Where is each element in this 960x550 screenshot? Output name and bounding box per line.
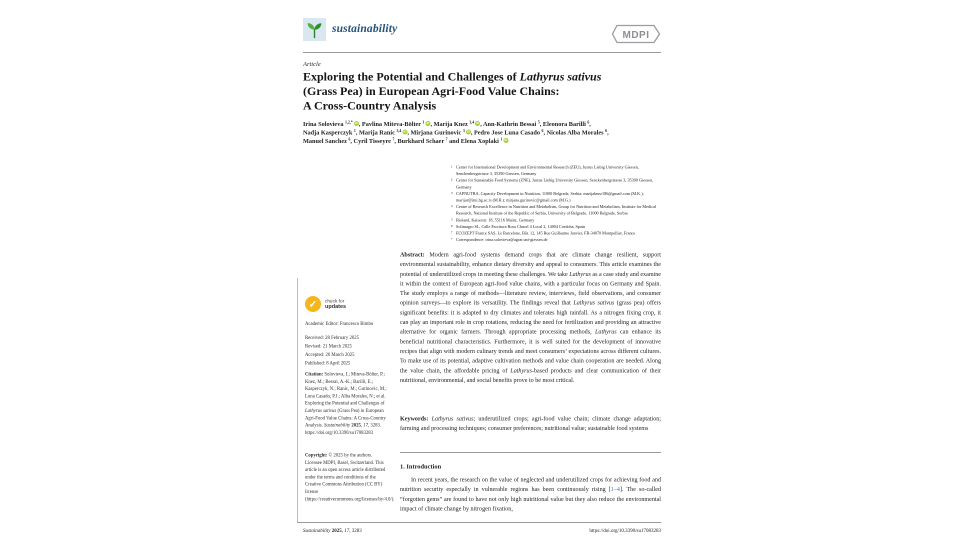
correspondence-text[interactable]: Correspondence: irina.solovieva@agrar.uni-giessen.de: [456, 237, 548, 243]
accepted-date: Accepted: 26 March 2025: [305, 352, 355, 358]
orcid-icon[interactable]: [402, 130, 407, 135]
check-for-updates-label: [325, 299, 346, 310]
affiliation-number: 7: [450, 231, 453, 235]
sprout-leaf-icon: [303, 18, 326, 41]
copyright-block: Copyright: © 2025 by the authors. Licensee MDPI, Basel, Switzerland. This article is an open access article distributed under the terms and conditions of the Creative Commons Attribution (CC BY) license (https://creativecommons.org/licenses/by/4.0/).: [305, 453, 395, 502]
affiliation-text: ECOZEPT France SAS, Le Barcelone, Bât. 12, 145 Rue Guillaume Janvier, FR-34070 Montpellier, France: [456, 231, 636, 236]
mdpi-hexagon-icon: [611, 24, 661, 44]
mdpi-wordmark: MDPI: [622, 29, 650, 41]
affiliation-number: 6: [450, 224, 453, 228]
keywords: Keywords: Lathyrus sativus; underutilized crops; agri-food value chain; climate change adaptation; farming and processing techniques; consumer preferences; nutritional value; sustainable food systems: [400, 415, 661, 432]
abstract-divider: [400, 452, 661, 453]
footer-divider: [297, 522, 661, 523]
affiliation-list: [443, 164, 662, 243]
affiliation-number: 1: [450, 165, 453, 169]
article-dates: [305, 334, 390, 368]
orcid-icon[interactable]: [475, 121, 480, 126]
check-for-updates-line1: check for: [325, 298, 345, 304]
sidebar-vertical-rule: [297, 278, 298, 522]
section-heading-introduction: 1. Introduction: [400, 463, 442, 470]
check-for-updates-line2: updates: [325, 303, 347, 310]
author-list: Irina Solovieva $^{1,2,*}$ iD , Pavlina Miteva-Bölter $^1$ iD , Marija Knez $^{3,4}$ iD , Ann-Kathrin Bessai $^5$, Eleonora Barilli $^6$, Nadja Kasperczyk $^1$, Marija Ranic $^{3,4}$ iD , Mirjana Gurinovic $^3$ iD , Pedro Jose Luna Casado $^6$, Nicolas Alba Morales $^6$, Manuel Sanchez $^6$, Cyril Tisseyre $^7$, Burkhard Schaer $^7$ and Elena Xoplaki $^1$iD: [303, 120, 663, 146]
affiliation-number: 3: [450, 191, 453, 195]
citation-reference-link[interactable]: 1–4: [610, 485, 620, 493]
footer-journal-reference: Sustainability 2025, 17, 3283: [303, 528, 362, 534]
affiliation-item: [443, 190, 662, 203]
journal-logo: [303, 18, 326, 41]
orcid-icon[interactable]: [354, 121, 359, 126]
revised-date: Revised: 21 March 2025: [305, 344, 352, 349]
mdpi-logo: [611, 24, 661, 47]
doi-link[interactable]: https://doi.org/10.3390/su17083283: [589, 528, 661, 534]
check-for-updates-badge[interactable]: [305, 296, 346, 312]
correspondence-marker: *: [450, 237, 453, 242]
paper-page: [288, 0, 672, 550]
orcid-icon[interactable]: [425, 121, 430, 126]
affiliation-item: [443, 164, 662, 177]
affiliation-text: CAPNUTRA, Capacity Development in Nutrition, 11000 Belgrade, Serbia; marijaknez186@gmail.com (M.K.); marijar@imi.bg.ac.rs (M.R.); mirjana.gurinovic@gmail.com (M.G.): [456, 191, 644, 203]
abstract: Abstract: Modern agri-food systems demand crops that are climate change resilient, support environmental sustainability, enhance dietary diversity and appeal to consumers. This article examines the potential of underutilized crops in meeting these challenges. We take Lathyrus as a case study and examine it within the context of European agri-food value chains, with a particular focus on Germany and Spain. The study employs a range of methods—literature review, interviews, field observations, and consumer opinion surveys—to explore its versatility. The findings reveal that Lathyrus sativus (grass pea) offers significant benefits: it is adapted to dry climates and tolerates high rainfall. As a nitrogen fixing crop, it can play an important role in crop rotations, reducing the need for fertilization and providing an attractive alternative for organic farmers. Through appropriate processing methods, Lathyrus can enhance its beneficial nutritional characteristics. Furthermore, it is well suited for the development of innovative recipes that align with modern culinary trends and meet consumers’ expectations across different cultures. To make use of its potential, adaptive cultivation methods and value chain cooperation are needed. Along the value chain, the affordable pricing of Lathyrus-based products and clear communication of their nutritional, environmental, and social benefits prove to be most critical.: [400, 251, 661, 384]
affiliation-number: 5: [450, 217, 453, 222]
affiliation-number: 2: [450, 178, 453, 182]
introduction-paragraph: In recent years, the research on the value of neglected and underutilized crops for achieving food and nutrition security especially in vulnerable regions has been continuously rising [1–4]. The so-called “forgotten gems” are found to have not only high nutritional value but they also reduce the environmental impact of climate change by nitrogen fixation,: [400, 476, 661, 512]
check-icon: ✓: [305, 296, 321, 312]
correspondence-line: [443, 237, 662, 244]
article-type-label: Article: [303, 60, 321, 68]
received-date: Received: 28 February 2025: [305, 335, 359, 341]
affiliation-text: Center for Sustainable Food Systems (ZNE), Justus Liebig University Giessen, Senckenbergstrasse 3, 35390 Giessen, Germany: [456, 178, 654, 190]
affiliation-text: Bioland, Kaiserstr. 18, 55116 Mainz, Germany: [456, 217, 535, 223]
academic-editor: Academic Editor: Francesco Bimbo: [305, 321, 374, 327]
affiliation-item: [443, 204, 662, 217]
orcid-icon[interactable]: [466, 130, 471, 135]
published-date: Published: 8 April 2025: [305, 361, 351, 366]
orcid-icon[interactable]: [503, 138, 508, 143]
affiliation-number: 4: [450, 204, 453, 209]
page-title: Exploring the Potential and Challenges of Lathyrus sativus (Grass Pea) in European Agri-Food Value Chains: A Cross-Country Analysis: [303, 70, 602, 113]
affiliation-text: Center for International Development and Environmental Research (ZEU), Justus Liebig University Giessen, Senckenbergstrasse 3, 35390 Giessen, Germany: [456, 165, 639, 177]
affiliation-text: Centre of Research Excellence in Nutrition and Metabolism, Group for Nutrition and Metabolism, Institute for Medical Research, National Institute of the Republic of Serbia, University of Belgrade, 11000 Belgrade, Serbia: [456, 204, 657, 216]
header-divider: [303, 52, 661, 53]
affiliation-item: [443, 223, 662, 230]
page-content: [288, 0, 672, 550]
affiliation-item: [443, 177, 662, 190]
journal-name: sustainability: [332, 22, 398, 35]
affiliation-text: Solimagro SL, Calle Escritora Rosa Chacel 4 Local 2, 14004 Cordoba, Spain: [456, 224, 586, 229]
citation-block: Citation: Solovieva, I.; Miteva-Bölter, P.; Knez, M.; Bessai, A.-K.; Barilli, E.; Kasperczyk, N.; Ranic, M.; Gurinovic, M.; Luna Casado, P.J.; Alba Morales, N.; et al. Exploring the Potential and Challenges of Lathyrus sativus (Grass Pea) in European Agri-Food Value Chains: A Cross-Country Analysis. Sustainability 2025, 17, 3283. https://doi.org/10.3390/su17083283: [305, 372, 387, 436]
